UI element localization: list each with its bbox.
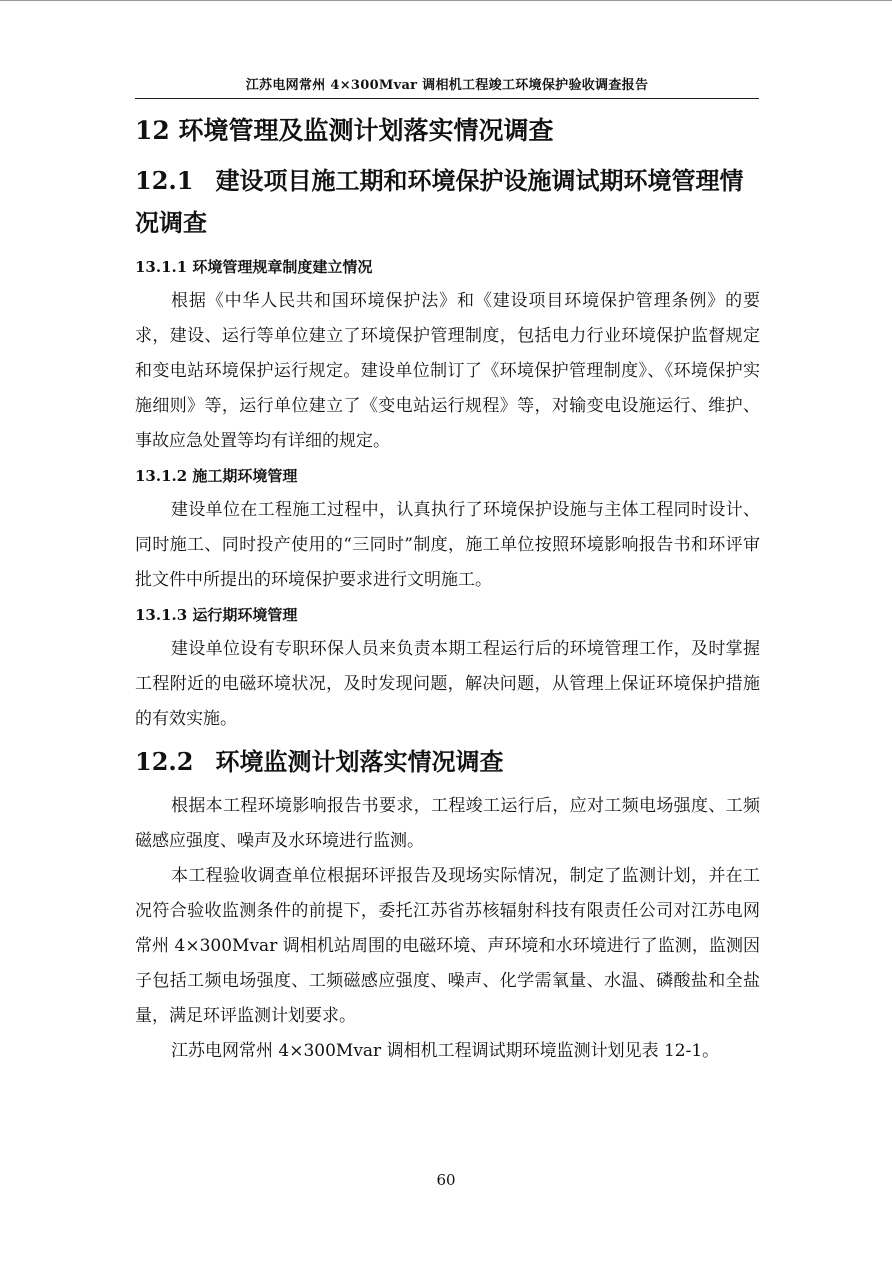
paragraph: 根据本工程环境影响报告书要求，工程竣工运行后，应对工频电场强度、工频磁感应强度、噪声及水环境进行监测。 — [135, 796, 760, 851]
section-heading-12-2 — [135, 741, 760, 783]
page-number: 60 — [436, 1171, 456, 1189]
subsection-heading: 13.1.2 施工期环境管理 — [135, 467, 298, 485]
section-title: 建设项目施工期和环境保护设施调试期环境管理情况调查 — [135, 166, 744, 237]
section-heading-12-1 — [135, 160, 760, 244]
section-number: 12.1 — [135, 166, 194, 195]
subsection-heading: 13.1.3 运行期环境管理 — [135, 606, 298, 624]
paragraph: 建设单位设有专职环保人员来负责本期工程运行后的环境管理工作，及时掌握工程附近的电磁环境状况，及时发现问题，解决问题，从管理上保证环境保护措施的有效实施。 — [135, 639, 760, 729]
paragraph: 江苏电网常州 4×300Mvar 调相机工程调试期环境监测计划见表 12-1。 — [171, 1041, 720, 1061]
top-border-line — [0, 0, 892, 1]
paragraph: 本工程验收调查单位根据环评报告及现场实际情况，制定了监测计划，并在工况符合验收监测条件的前提下，委托江苏省苏核辐射科技有限责任公司对江苏电网常州 4×300Mvar 调相机站周围的电磁环境、声环境和水环境进行了监测，监测因子包括工频电场强度、工频磁感应强度、噪声、化学需氧量、水温、磷酸盐和全盐量，满足环评监测计划要求。 — [135, 866, 760, 1026]
paragraph: 建设单位在工程施工过程中，认真执行了环境保护设施与主体工程同时设计、同时施工、同时投产使用的“三同时”制度，施工单位按照环境影响报告书和环评审批文件中所提出的环境保护要求进行文明施工。 — [135, 500, 760, 590]
paragraph: 根据《中华人民共和国环境保护法》和《建设项目环境保护管理条例》的要求，建设、运行等单位建立了环境保护管理制度，包括电力行业环境保护监督规定和变电站环境保护运行规定。建设单位制订了《环境保护管理制度》、《环境保护实施细则》等，运行单位建立了《变电站运行规程》等，对输变电设施运行、维护、事故应急处置等均有详细的规定。 — [135, 291, 760, 451]
subsection-heading: 13.1.1 环境管理规章制度建立情况 — [135, 258, 373, 276]
running-header: 江苏电网常州 4×300Mvar 调相机工程竣工环境保护验收调查报告 — [245, 78, 649, 93]
page-body — [135, 110, 760, 1069]
section-number: 12.2 — [135, 747, 194, 776]
chapter-title: 12 环境管理及监测计划落实情况调查 — [135, 116, 554, 145]
section-title: 环境监测计划落实情况调查 — [215, 747, 504, 776]
header-rule — [135, 98, 759, 99]
